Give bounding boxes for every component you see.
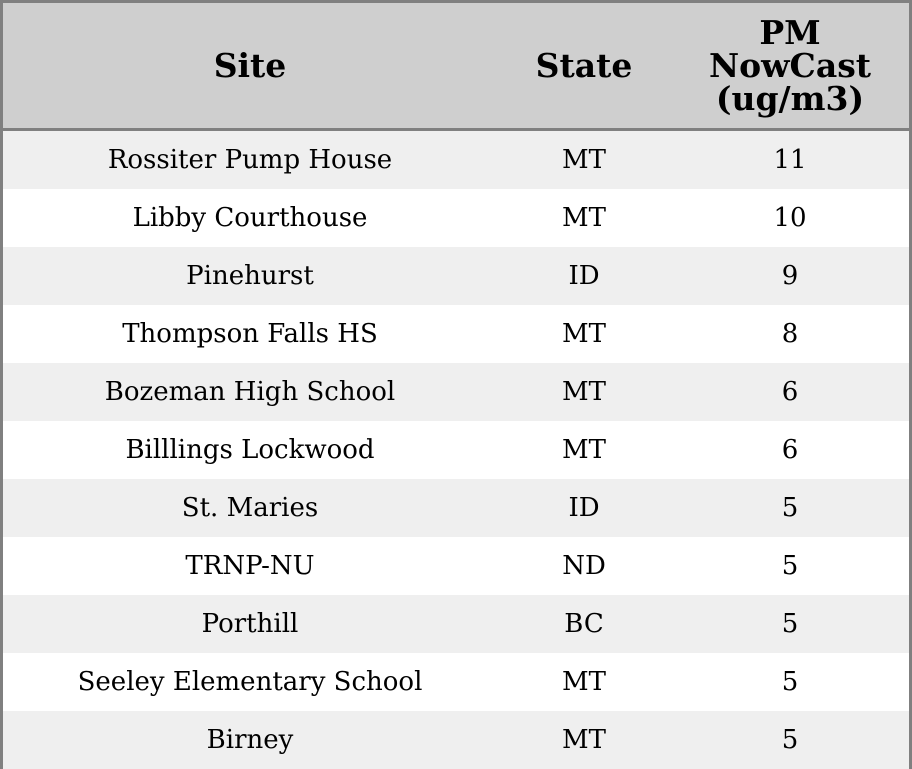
header-pm-line-3: (ug/m3) — [715, 79, 865, 118]
cell-pm-nowcast: 5 — [671, 711, 909, 769]
cell-state: MT — [497, 711, 671, 769]
cell-state: MT — [497, 421, 671, 479]
table-row — [3, 247, 909, 305]
cell-pm-nowcast: 9 — [671, 247, 909, 305]
cell-site: Rossiter Pump House — [3, 130, 497, 190]
header-site — [3, 3, 497, 130]
table-row — [3, 421, 909, 479]
cell-site: St. Maries — [3, 479, 497, 537]
cell-site: Birney — [3, 711, 497, 769]
cell-state: ID — [497, 247, 671, 305]
cell-state: MT — [497, 363, 671, 421]
cell-pm-nowcast: 5 — [671, 479, 909, 537]
cell-site: TRNP-NU — [3, 537, 497, 595]
header-pm-line-2: NowCast — [708, 46, 872, 85]
header-row — [3, 3, 909, 130]
cell-pm-nowcast: 5 — [671, 595, 909, 653]
cell-site: Libby Courthouse — [3, 189, 497, 247]
header-pm-line-1: PM — [759, 13, 821, 52]
air-quality-table — [3, 3, 909, 769]
cell-pm-nowcast: 10 — [671, 189, 909, 247]
cell-site: Bozeman High School — [3, 363, 497, 421]
cell-state: BC — [497, 595, 671, 653]
table-row — [3, 305, 909, 363]
cell-pm-nowcast: 5 — [671, 653, 909, 711]
cell-state: MT — [497, 189, 671, 247]
table-row — [3, 363, 909, 421]
table-row — [3, 130, 909, 190]
cell-pm-nowcast: 6 — [671, 363, 909, 421]
table-row — [3, 537, 909, 595]
cell-state: MT — [497, 653, 671, 711]
cell-site: Pinehurst — [3, 247, 497, 305]
table-header — [3, 3, 909, 130]
table-body — [3, 130, 909, 769]
cell-state: MT — [497, 305, 671, 363]
header-state-text: State — [535, 46, 633, 85]
header-pm-nowcast — [671, 3, 909, 130]
cell-state: ID — [497, 479, 671, 537]
table-row — [3, 189, 909, 247]
header-state — [497, 3, 671, 130]
cell-pm-nowcast: 5 — [671, 537, 909, 595]
cell-site: Porthill — [3, 595, 497, 653]
table-row — [3, 595, 909, 653]
cell-state: MT — [497, 130, 671, 190]
cell-state: ND — [497, 537, 671, 595]
cell-site: Seeley Elementary School — [3, 653, 497, 711]
cell-site: Billlings Lockwood — [3, 421, 497, 479]
cell-pm-nowcast: 6 — [671, 421, 909, 479]
table-row — [3, 711, 909, 769]
table-row — [3, 653, 909, 711]
header-site-text: Site — [213, 46, 287, 85]
cell-site: Thompson Falls HS — [3, 305, 497, 363]
cell-pm-nowcast: 8 — [671, 305, 909, 363]
cell-pm-nowcast: 11 — [671, 130, 909, 190]
table-row — [3, 479, 909, 537]
